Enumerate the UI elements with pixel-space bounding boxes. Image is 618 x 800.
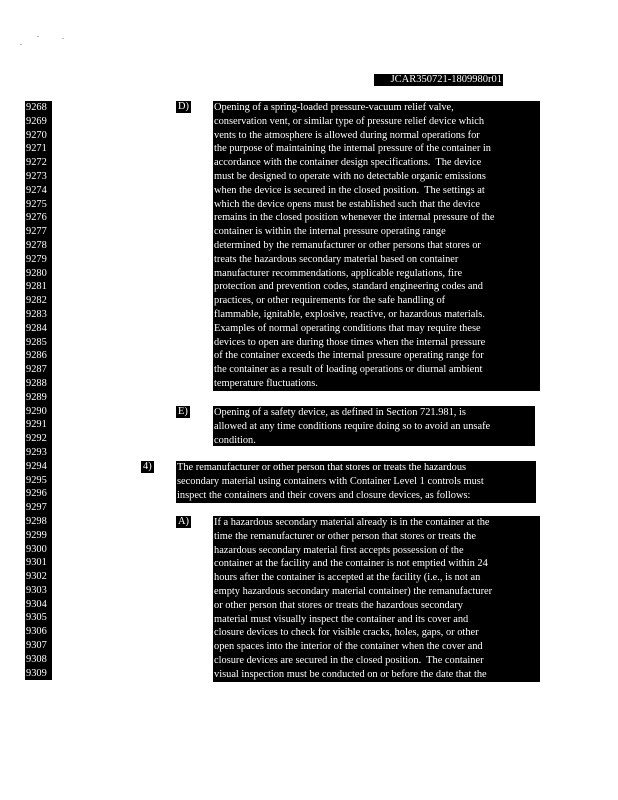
text-line: vents to the atmosphere is allowed during normal operations for	[214, 129, 480, 141]
line-number: 9271	[26, 143, 47, 155]
paragraph-a	[213, 516, 540, 682]
item-label-d: D)	[178, 101, 189, 112]
text-line: time the remanufacturer or other person that stores or treats the	[214, 530, 476, 542]
text-line: empty hazardous secondary material container) the remanufacturer	[214, 585, 493, 597]
line-number: 9297	[26, 502, 47, 514]
text-line: If a hazardous secondary material already is in the container at the	[214, 517, 490, 528]
line-number: 9269	[26, 115, 47, 127]
text-line: flammable, ignitable, explosive, reactive, or hazardous materials.	[214, 308, 485, 320]
line-number: 9300	[26, 543, 47, 555]
line-number: 9272	[26, 157, 47, 169]
paragraph-d	[213, 101, 540, 391]
line-number: 9291	[26, 419, 47, 431]
text-line: which the device opens must be established such that the device	[214, 198, 481, 210]
item-label-e: E)	[178, 406, 188, 417]
text-line: conservation vent, or similar type of pressure relief device which	[214, 115, 485, 127]
item-label-a: A)	[178, 516, 189, 527]
line-number-gutter	[25, 101, 52, 680]
line-number: 9288	[26, 377, 47, 389]
text-line: allowed at any time conditions require doing so to avoid an unsafe	[214, 420, 491, 432]
line-number: 9270	[26, 129, 47, 141]
text-line: devices to open are during those times when the internal pressure	[214, 336, 486, 348]
paragraph-4	[176, 461, 536, 503]
scan-speck	[20, 44, 22, 45]
text-line: Examples of normal operating conditions that may require these	[214, 322, 481, 334]
line-number: 9306	[26, 626, 47, 638]
text-line: of the container exceeds the internal pressure operating range for	[214, 350, 484, 362]
line-number: 9304	[26, 598, 47, 610]
text-line: inspect the containers and their covers and closure devices, as follows:	[177, 489, 471, 501]
text-line: treats the hazardous secondary material based on container	[214, 253, 459, 265]
text-line: must be designed to operate with no detectable organic emissions	[214, 170, 486, 182]
text-line: container is within the internal pressure operating range	[214, 226, 446, 238]
line-number: 9293	[26, 446, 47, 458]
text-line: Opening of a spring-loaded pressure-vacuum relief valve,	[214, 102, 454, 113]
line-number: 9276	[26, 212, 47, 224]
text-line: temperature fluctuations.	[214, 377, 318, 389]
line-number: 9299	[26, 529, 47, 541]
paragraph-e	[213, 406, 535, 446]
line-number: 9303	[26, 584, 47, 596]
text-line: hazardous secondary material first accepts possession of the	[214, 544, 464, 556]
line-number: 9307	[26, 640, 47, 652]
line-number: 9309	[26, 667, 47, 679]
line-number: 9282	[26, 295, 47, 307]
line-number: 9274	[26, 184, 47, 196]
text-line: secondary material using containers with Container Level 1 controls must	[177, 475, 484, 487]
text-line: practices, or other requirements for the safe handling of	[214, 295, 446, 307]
text-line: manufacturer recommendations, applicable regulations, fire	[214, 267, 463, 279]
line-number: 9296	[26, 488, 47, 500]
text-line: The remanufacturer or other person that stores or treats the hazardous	[177, 462, 467, 473]
text-line: hours after the container is accepted at the facility (i.e., is not an	[214, 572, 481, 584]
text-line: when the device is secured in the closed position. The settings at	[214, 184, 485, 196]
line-number: 9278	[26, 239, 47, 251]
text-line: or other person that stores or treats the hazardous secondary	[214, 599, 463, 611]
scan-speck	[62, 38, 64, 39]
text-line: protection and prevention codes, standard engineering codes and	[214, 281, 483, 293]
line-number: 9273	[26, 170, 47, 182]
text-line: visual inspection must be conducted on or before the date that the	[214, 668, 487, 680]
line-number: 9268	[26, 102, 47, 113]
text-line: closure devices to check for visible cracks, holes, gaps, or other	[214, 627, 479, 639]
text-line: closure devices are secured in the closed position. The container	[214, 654, 484, 666]
line-number: 9275	[26, 198, 47, 210]
line-number: 9298	[26, 515, 47, 527]
line-number: 9280	[26, 267, 47, 279]
line-number: 9283	[26, 308, 47, 320]
line-number: 9292	[26, 433, 47, 445]
text-line: the purpose of maintaining the internal pressure of the container in	[214, 143, 491, 155]
line-number: 9287	[26, 364, 47, 376]
text-line: remains in the closed position whenever the internal pressure of the	[214, 212, 495, 224]
document-id: JCAR350721-1809980r01	[374, 74, 503, 86]
text-line: accordance with the container design specifications. The device	[214, 157, 482, 169]
line-number: 9277	[26, 226, 47, 238]
line-number: 9302	[26, 571, 47, 583]
text-line: container at the facility and the container is not emptied within 24	[214, 558, 488, 570]
line-number: 9286	[26, 350, 47, 362]
line-number: 9295	[26, 474, 47, 486]
text-line: Opening of a safety device, as defined in Section 721.981, is	[214, 407, 466, 418]
line-number: 9305	[26, 612, 47, 624]
line-number: 9294	[26, 460, 47, 472]
text-line: condition.	[214, 434, 256, 446]
line-number: 9290	[26, 405, 47, 417]
line-number: 9308	[26, 653, 47, 665]
text-line: determined by the remanufacturer or other persons that stores or	[214, 239, 481, 251]
line-number: 9301	[26, 557, 47, 569]
line-number: 9289	[26, 391, 47, 403]
line-number: 9279	[26, 253, 47, 265]
text-line: material must visually inspect the container and its cover and	[214, 613, 469, 625]
line-number: 9284	[26, 322, 47, 334]
text-line: open spaces into the interior of the container when the cover and	[214, 641, 483, 653]
scan-speck	[37, 36, 39, 37]
item-label-4: 4)	[143, 461, 152, 472]
line-number: 9285	[26, 336, 47, 348]
text-line: the container as a result of loading operations or diurnal ambient	[214, 364, 483, 376]
line-number: 9281	[26, 281, 47, 293]
